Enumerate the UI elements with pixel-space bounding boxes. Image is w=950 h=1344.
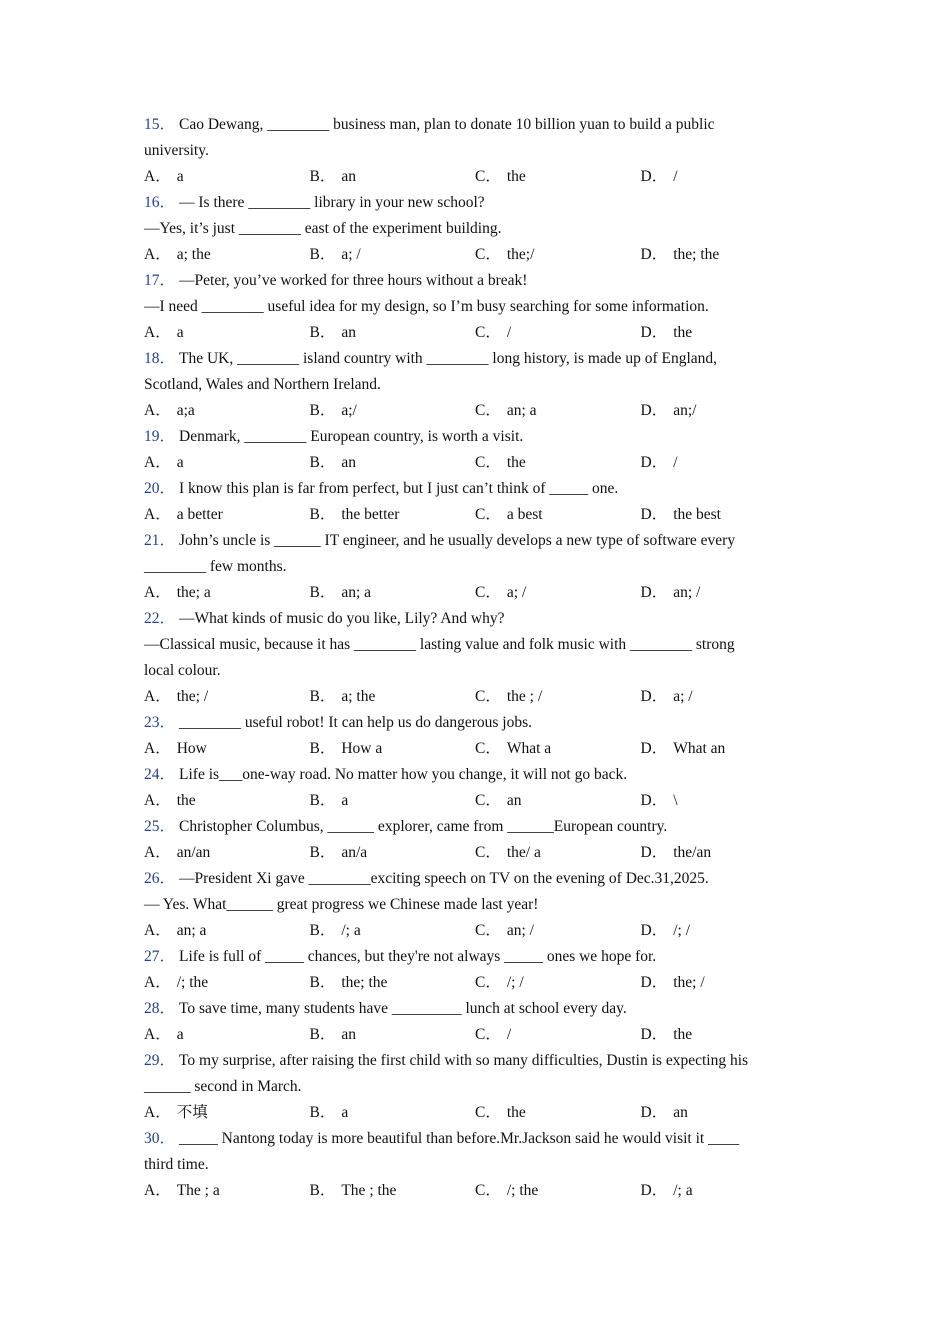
option-letter: C． xyxy=(475,1182,501,1199)
answer-option[interactable] xyxy=(310,398,476,424)
answer-option[interactable] xyxy=(475,1100,641,1126)
question-text: —Yes, it’s just ________ east of the experiment building. xyxy=(144,220,502,237)
question-item xyxy=(144,710,804,762)
answer-option[interactable] xyxy=(144,970,310,996)
question-text: Scotland, Wales and Northern Ireland. xyxy=(144,376,381,393)
question-text: Denmark, ________ European country, is worth a visit. xyxy=(179,428,524,445)
question-item xyxy=(144,996,804,1048)
option-text: an xyxy=(341,1026,356,1043)
option-letter: B． xyxy=(309,792,336,809)
option-letter: A． xyxy=(144,740,171,757)
question-number: 20． xyxy=(144,480,176,497)
question-text: John’s uncle is ______ IT engineer, and he usually develops a new type of software every xyxy=(179,532,736,549)
question-item xyxy=(144,762,804,814)
question-item xyxy=(144,476,804,528)
option-text: the xyxy=(176,792,196,809)
answer-option[interactable] xyxy=(144,1100,310,1126)
option-letter: A． xyxy=(144,454,171,471)
answer-option[interactable] xyxy=(144,320,310,346)
option-letter: C． xyxy=(475,454,501,471)
question-text: —What kinds of music do you like, Lily? And why? xyxy=(179,610,505,627)
option-text: a xyxy=(341,792,349,809)
question-number: 16． xyxy=(144,194,176,211)
answer-options xyxy=(144,320,804,346)
question-text: Life is___one-way road. No matter how you change, it will not go back. xyxy=(179,766,628,783)
question-number: 22． xyxy=(144,610,176,627)
answer-option[interactable] xyxy=(144,840,310,866)
answer-options xyxy=(144,736,804,762)
option-letter: B． xyxy=(309,1182,336,1199)
option-letter: D． xyxy=(640,792,668,809)
answer-option[interactable] xyxy=(310,840,476,866)
question-number: 23． xyxy=(144,714,176,731)
option-text: the; the xyxy=(341,974,388,991)
option-letter: A． xyxy=(144,1104,171,1121)
question-text: —Classical music, because it has ________ lasting value and folk music with ________ strong xyxy=(144,636,735,653)
option-letter: B． xyxy=(309,168,336,185)
option-text: /; / xyxy=(673,922,690,939)
answer-option[interactable] xyxy=(144,502,310,528)
answer-options xyxy=(144,1100,804,1126)
option-text: a;/ xyxy=(341,402,357,419)
answer-option[interactable] xyxy=(641,1100,807,1126)
option-letter: D． xyxy=(640,584,668,601)
answer-option[interactable] xyxy=(475,970,641,996)
option-letter: B． xyxy=(309,324,336,341)
option-text: / xyxy=(506,1026,512,1043)
option-text: /; the xyxy=(176,974,209,991)
option-letter: B． xyxy=(309,740,336,757)
answer-option[interactable] xyxy=(310,918,476,944)
option-text: a; the xyxy=(341,688,376,705)
option-text: How xyxy=(176,740,207,757)
question-text: _____ Nantong today is more beautiful than before.Mr.Jackson said he would visit it ____ xyxy=(179,1130,740,1147)
question-stem-continued xyxy=(144,138,804,164)
option-letter: D． xyxy=(640,974,668,991)
option-letter: A． xyxy=(144,324,171,341)
answer-option[interactable] xyxy=(641,840,807,866)
question-number: 25． xyxy=(144,818,176,835)
answer-option[interactable] xyxy=(144,450,310,476)
question-item xyxy=(144,814,804,866)
question-stem xyxy=(144,268,804,294)
option-letter: C． xyxy=(475,584,501,601)
option-letter: A． xyxy=(144,792,171,809)
option-text: an;/ xyxy=(673,402,697,419)
option-letter: A． xyxy=(144,168,171,185)
option-letter: D． xyxy=(640,844,668,861)
option-text: /; a xyxy=(341,922,361,939)
answer-option[interactable] xyxy=(310,1100,476,1126)
option-letter: D． xyxy=(640,1104,668,1121)
answer-option[interactable] xyxy=(310,580,476,606)
answer-option[interactable] xyxy=(641,242,807,268)
option-text: /; a xyxy=(673,1182,693,1199)
answer-option[interactable] xyxy=(144,1022,310,1048)
question-stem-continued xyxy=(144,372,804,398)
option-text: What a xyxy=(506,740,552,757)
option-letter: C． xyxy=(475,168,501,185)
answer-option[interactable] xyxy=(475,918,641,944)
question-text: Christopher Columbus, ______ explorer, came from ______European country. xyxy=(179,818,668,835)
option-text: / xyxy=(506,324,512,341)
option-text: an; / xyxy=(673,584,701,601)
option-letter: A． xyxy=(144,688,171,705)
question-stem-continued xyxy=(144,892,804,918)
option-text: an; a xyxy=(341,584,372,601)
question-number: 15． xyxy=(144,116,176,133)
answer-option[interactable] xyxy=(641,320,807,346)
question-text: Cao Dewang, ________ business man, plan to donate 10 billion yuan to build a public xyxy=(179,116,715,133)
answer-option[interactable] xyxy=(144,788,310,814)
option-letter: B． xyxy=(309,246,336,263)
question-stem xyxy=(144,606,804,632)
question-stem-continued xyxy=(144,1152,804,1178)
answer-options xyxy=(144,580,804,606)
option-letter: D． xyxy=(640,1182,668,1199)
option-text: / xyxy=(673,168,678,185)
option-text: an xyxy=(506,792,522,809)
answer-option[interactable] xyxy=(641,918,807,944)
answer-option[interactable] xyxy=(144,398,310,424)
option-letter: A． xyxy=(144,1026,171,1043)
option-text: a xyxy=(176,324,184,341)
option-text: a;a xyxy=(176,402,195,419)
option-text: / xyxy=(673,454,678,471)
option-text: a xyxy=(176,1026,184,1043)
option-letter: B． xyxy=(309,454,336,471)
question-stem xyxy=(144,112,804,138)
answer-option[interactable] xyxy=(641,788,807,814)
option-text: 不填 xyxy=(176,1104,208,1121)
answer-option[interactable] xyxy=(144,684,310,710)
option-letter: C． xyxy=(475,506,501,523)
question-stem xyxy=(144,866,804,892)
question-item xyxy=(144,268,804,346)
question-item xyxy=(144,606,804,710)
option-letter: C． xyxy=(475,688,501,705)
option-text: an xyxy=(673,1104,688,1121)
option-text: the; the xyxy=(673,246,720,263)
question-number: 27． xyxy=(144,948,176,965)
answer-options xyxy=(144,502,804,528)
answer-options xyxy=(144,970,804,996)
option-text: the;/ xyxy=(506,246,535,263)
option-letter: D． xyxy=(640,454,668,471)
answer-option[interactable] xyxy=(310,502,476,528)
answer-option[interactable] xyxy=(641,1022,807,1048)
answer-option[interactable] xyxy=(475,736,641,762)
question-item xyxy=(144,944,804,996)
option-letter: D． xyxy=(640,168,668,185)
answer-option[interactable] xyxy=(310,684,476,710)
option-letter: B． xyxy=(309,506,336,523)
option-text: an; a xyxy=(506,402,537,419)
option-text: an xyxy=(341,168,356,185)
question-stem xyxy=(144,814,804,840)
question-text: ______ second in March. xyxy=(144,1078,302,1095)
option-text: an; a xyxy=(176,922,207,939)
question-item xyxy=(144,528,804,606)
option-letter: B． xyxy=(309,844,336,861)
question-stem-continued xyxy=(144,658,804,684)
answer-option[interactable] xyxy=(475,1022,641,1048)
answer-options xyxy=(144,450,804,476)
option-text: an/an xyxy=(176,844,211,861)
question-stem xyxy=(144,710,804,736)
question-stem xyxy=(144,1048,804,1074)
answer-option[interactable] xyxy=(475,1178,641,1204)
option-text: a; / xyxy=(506,584,527,601)
option-letter: D． xyxy=(640,246,668,263)
option-text: the xyxy=(673,1026,693,1043)
answer-option[interactable] xyxy=(144,242,310,268)
answer-option[interactable] xyxy=(641,502,807,528)
option-letter: A． xyxy=(144,402,171,419)
option-letter: B． xyxy=(309,974,336,991)
question-stem xyxy=(144,424,804,450)
option-letter: B． xyxy=(309,584,336,601)
question-stem-continued xyxy=(144,294,804,320)
question-item xyxy=(144,112,804,190)
question-text: To save time, many students have _________ lunch at school every day. xyxy=(179,1000,627,1017)
answer-option[interactable] xyxy=(144,580,310,606)
question-text: —Peter, you’ve worked for three hours without a break! xyxy=(179,272,528,289)
option-text: the/an xyxy=(673,844,712,861)
option-letter: A． xyxy=(144,922,171,939)
option-letter: A． xyxy=(144,974,171,991)
question-item xyxy=(144,424,804,476)
question-text: The UK, ________ island country with ________ long history, is made up of England, xyxy=(179,350,718,367)
option-letter: C． xyxy=(475,792,501,809)
question-list xyxy=(144,112,804,1204)
option-text: an; / xyxy=(506,922,534,939)
option-text: a better xyxy=(176,506,223,523)
option-letter: C． xyxy=(475,246,501,263)
answer-options xyxy=(144,788,804,814)
answer-option[interactable] xyxy=(641,684,807,710)
option-text: the xyxy=(506,1104,526,1121)
option-text: /; / xyxy=(506,974,524,991)
option-letter: D． xyxy=(640,688,668,705)
option-text: /; the xyxy=(506,1182,539,1199)
question-text: — Is there ________ library in your new school? xyxy=(179,194,485,211)
option-text: an/a xyxy=(341,844,368,861)
option-letter: C． xyxy=(475,1104,501,1121)
question-number: 26． xyxy=(144,870,176,887)
answer-options xyxy=(144,840,804,866)
answer-options xyxy=(144,398,804,424)
question-text: third time. xyxy=(144,1156,209,1173)
option-text: the xyxy=(506,168,526,185)
option-text: a; / xyxy=(341,246,361,263)
option-text: the xyxy=(673,324,693,341)
question-text: —I need ________ useful idea for my design, so I’m busy searching for some information. xyxy=(144,298,709,315)
answer-option[interactable] xyxy=(475,788,641,814)
question-stem xyxy=(144,346,804,372)
question-number: 21． xyxy=(144,532,176,549)
option-text: How a xyxy=(341,740,383,757)
answer-option[interactable] xyxy=(310,1178,476,1204)
answer-options xyxy=(144,918,804,944)
option-letter: B． xyxy=(309,402,336,419)
answer-option[interactable] xyxy=(310,970,476,996)
answer-option[interactable] xyxy=(144,736,310,762)
option-text: the/ a xyxy=(506,844,541,861)
question-stem xyxy=(144,944,804,970)
answer-option[interactable] xyxy=(310,242,476,268)
question-number: 28． xyxy=(144,1000,176,1017)
option-letter: C． xyxy=(475,922,501,939)
question-text: university. xyxy=(144,142,209,159)
question-stem xyxy=(144,996,804,1022)
option-letter: C． xyxy=(475,974,501,991)
answer-options xyxy=(144,242,804,268)
answer-options xyxy=(144,1178,804,1204)
question-stem xyxy=(144,762,804,788)
answer-option[interactable] xyxy=(310,1022,476,1048)
option-text: a xyxy=(176,454,184,471)
option-letter: D． xyxy=(640,324,668,341)
option-letter: D． xyxy=(640,922,668,939)
option-letter: C． xyxy=(475,1026,501,1043)
option-letter: A． xyxy=(144,246,171,263)
option-letter: C． xyxy=(475,402,501,419)
question-text: ________ useful robot! It can help us do dangerous jobs. xyxy=(179,714,533,731)
answer-option[interactable] xyxy=(475,398,641,424)
answer-option[interactable] xyxy=(310,736,476,762)
option-text: the xyxy=(506,454,526,471)
option-text: the ; / xyxy=(506,688,543,705)
question-text: ________ few months. xyxy=(144,558,287,575)
option-text: the; / xyxy=(176,688,209,705)
option-text: The ; a xyxy=(176,1182,220,1199)
question-number: 29． xyxy=(144,1052,176,1069)
question-stem xyxy=(144,528,804,554)
question-number: 19． xyxy=(144,428,176,445)
question-text: I know this plan is far from perfect, but I just can’t think of _____ one. xyxy=(179,480,619,497)
option-text: the; / xyxy=(673,974,705,991)
answer-option[interactable] xyxy=(475,502,641,528)
question-text: Life is full of _____ chances, but they're not always _____ ones we hope for. xyxy=(179,948,657,965)
option-text: a best xyxy=(506,506,543,523)
question-stem-continued xyxy=(144,632,804,658)
question-stem xyxy=(144,190,804,216)
answer-option[interactable] xyxy=(475,840,641,866)
option-letter: C． xyxy=(475,324,501,341)
answer-option[interactable] xyxy=(475,580,641,606)
option-letter: C． xyxy=(475,844,501,861)
answer-option[interactable] xyxy=(641,970,807,996)
question-stem-continued xyxy=(144,216,804,242)
answer-options xyxy=(144,164,804,190)
option-letter: D． xyxy=(640,740,668,757)
option-letter: C． xyxy=(475,740,501,757)
option-text: the; a xyxy=(176,584,211,601)
answer-option[interactable] xyxy=(144,164,310,190)
answer-option[interactable] xyxy=(310,788,476,814)
answer-option[interactable] xyxy=(641,1178,807,1204)
option-text: the better xyxy=(341,506,400,523)
question-number: 18． xyxy=(144,350,176,367)
question-number: 17． xyxy=(144,272,176,289)
option-letter: A． xyxy=(144,1182,171,1199)
option-text: a xyxy=(176,168,184,185)
option-letter: D． xyxy=(640,1026,668,1043)
option-letter: A． xyxy=(144,506,171,523)
answer-option[interactable] xyxy=(310,164,476,190)
option-text: an xyxy=(341,454,356,471)
option-letter: B． xyxy=(309,1104,336,1121)
answer-option[interactable] xyxy=(475,164,641,190)
option-letter: B． xyxy=(309,688,336,705)
option-text: a; the xyxy=(176,246,211,263)
option-letter: B． xyxy=(309,1026,336,1043)
question-item xyxy=(144,346,804,424)
option-letter: B． xyxy=(309,922,336,939)
option-text: a; / xyxy=(673,688,693,705)
answer-options xyxy=(144,684,804,710)
answer-option[interactable] xyxy=(641,450,807,476)
option-text: an xyxy=(341,324,356,341)
option-text: the best xyxy=(673,506,721,523)
answer-option[interactable] xyxy=(475,320,641,346)
question-text: — Yes. What______ great progress we Chinese made last year! xyxy=(144,896,539,913)
question-stem xyxy=(144,476,804,502)
question-text: —President Xi gave ________exciting speech on TV on the evening of Dec.31,2025. xyxy=(179,870,709,887)
answer-option[interactable] xyxy=(641,580,807,606)
answer-option[interactable] xyxy=(641,736,807,762)
option-letter: A． xyxy=(144,584,171,601)
option-letter: D． xyxy=(640,506,668,523)
option-text: The ; the xyxy=(341,1182,397,1199)
answer-option[interactable] xyxy=(144,1178,310,1204)
answer-option[interactable] xyxy=(475,450,641,476)
question-item xyxy=(144,190,804,268)
answer-option[interactable] xyxy=(475,684,641,710)
question-number: 24． xyxy=(144,766,176,783)
answer-options xyxy=(144,1022,804,1048)
question-stem-continued xyxy=(144,1074,804,1100)
option-letter: A． xyxy=(144,844,171,861)
question-number: 30． xyxy=(144,1130,176,1147)
option-text: a xyxy=(341,1104,349,1121)
answer-option[interactable] xyxy=(475,242,641,268)
answer-option[interactable] xyxy=(641,164,807,190)
answer-option[interactable] xyxy=(144,918,310,944)
question-stem-continued xyxy=(144,554,804,580)
option-text: What an xyxy=(673,740,726,757)
question-item xyxy=(144,1126,804,1204)
question-text: local colour. xyxy=(144,662,221,679)
option-letter: D． xyxy=(640,402,668,419)
question-item xyxy=(144,1048,804,1126)
question-text: To my surprise, after raising the first child with so many difficulties, Dustin is expecting his xyxy=(179,1052,749,1069)
answer-option[interactable] xyxy=(310,450,476,476)
question-item xyxy=(144,866,804,944)
question-stem xyxy=(144,1126,804,1152)
answer-option[interactable] xyxy=(310,320,476,346)
option-text: \ xyxy=(673,792,678,809)
answer-option[interactable] xyxy=(641,398,807,424)
